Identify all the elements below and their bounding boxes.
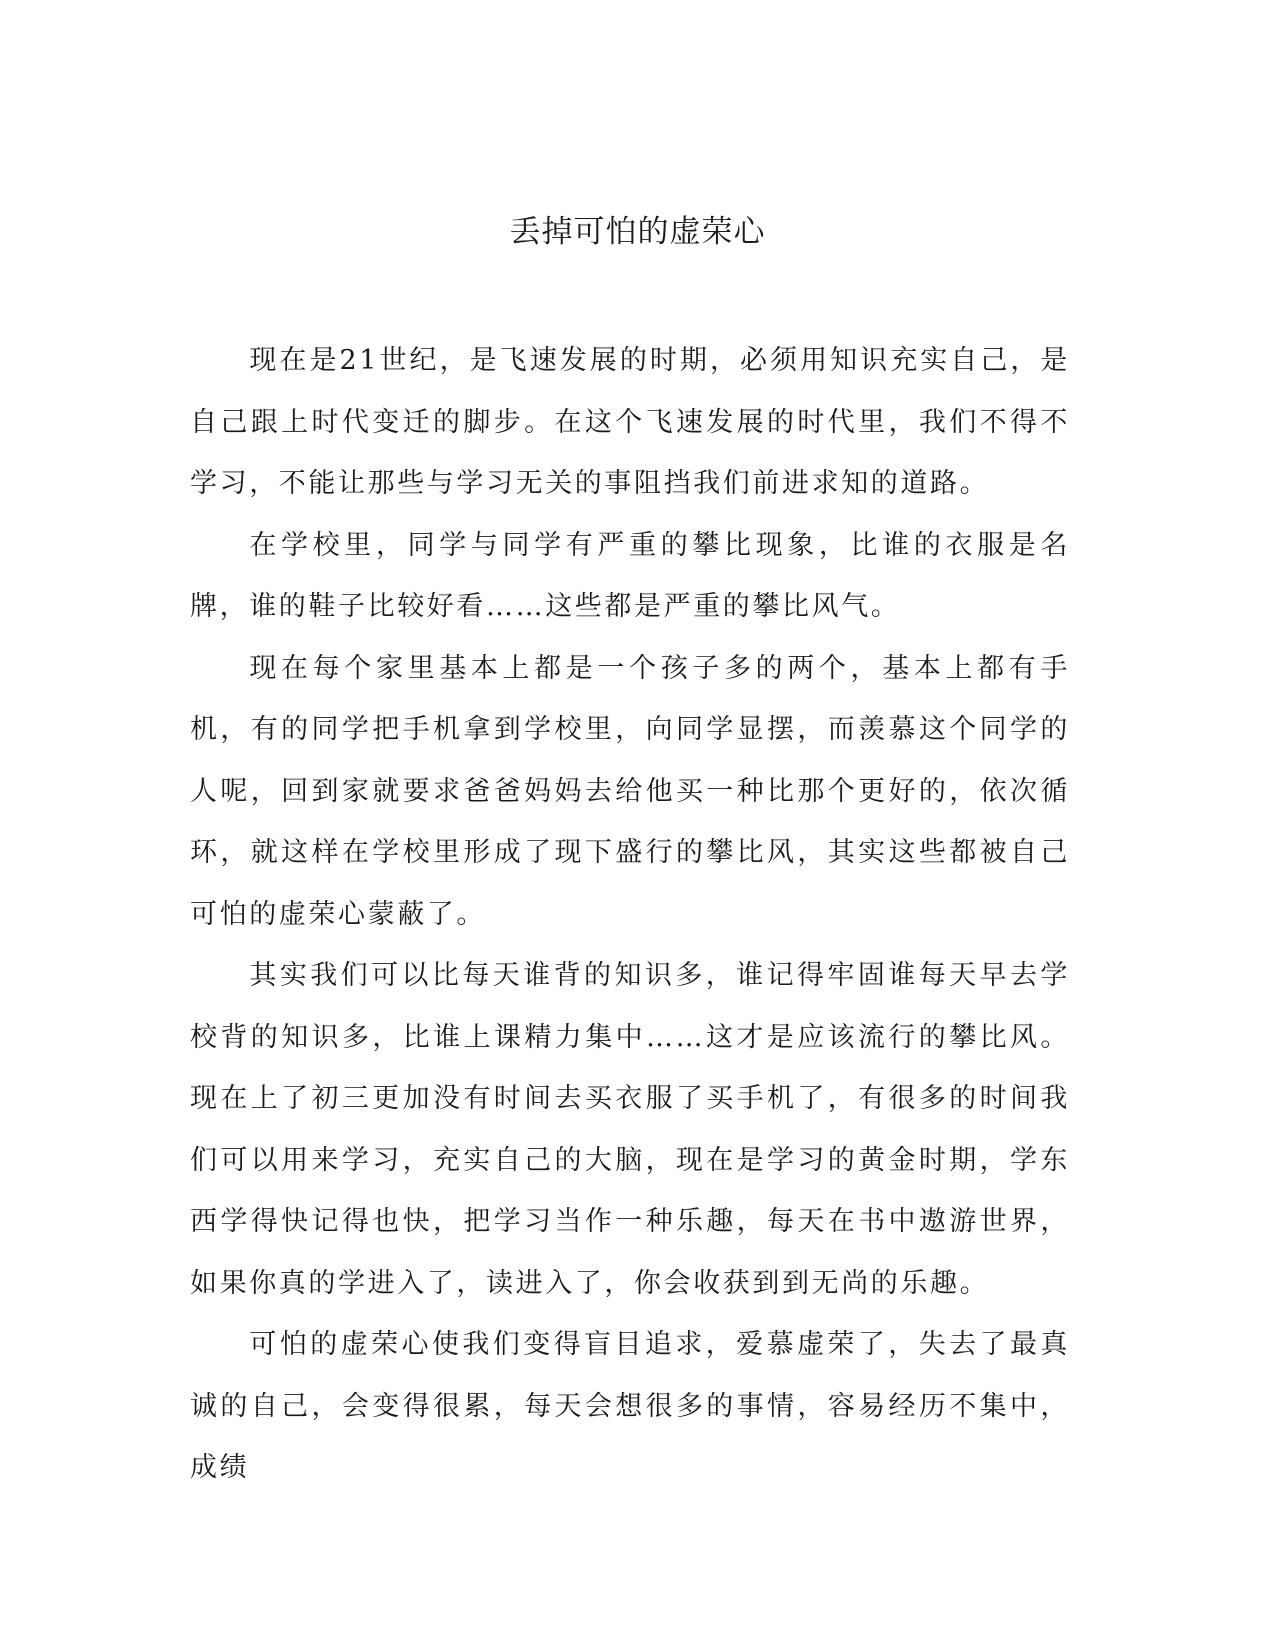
paragraph: 在学校里，同学与同学有严重的攀比现象，比谁的衣服是名牌，谁的鞋子比较好看……这些都是严重的攀比风气。 xyxy=(190,529,1070,622)
paragraph: 现在是21世纪，是飞速发展的时期，必须用知识充实自己，是自己跟上时代变迁的脚步。在这个飞速发展的时代里，我们不得不学习，不能让那些与学习无关的事阻挡我们前进求知的道路。 xyxy=(190,345,1070,499)
paragraph: 现在每个家里基本上都是一个孩子多的两个，基本上都有手机，有的同学把手机拿到学校里，向同学显摆，而羡慕这个同学的人呢，回到家就要求爸爸妈妈去给他买一种比那个更好的，依次循环，就这样在学校里形成了现下盛行的攀比风，其实这些都被自己可怕的虚荣心蒙蔽了。 xyxy=(190,652,1070,930)
paragraph: 其实我们可以比每天谁背的知识多，谁记得牢固谁每天早去学校背的知识多，比谁上课精力集中……这才是应该流行的攀比风。现在上了初三更加没有时间去买衣服了买手机了，有很多的时间我们可以用来学习，充实自己的大脑，现在是学习的黄金时期，学东西学得快记得也快，把学习当作一种乐趣，每天在书中遨游世界，如果你真的学进入了，读进入了，你会收获到到无尚的乐趣。 xyxy=(190,960,1070,1299)
document-body xyxy=(190,330,1070,1499)
document-title: 丢掉可怕的虚荣心 xyxy=(509,214,766,250)
paragraph: 可怕的虚荣心使我们变得盲目追求，爱慕虚荣了，失去了最真诚的自己，会变得很累，每天会想很多的事情，容易经历不集中，成绩 xyxy=(190,1329,1070,1483)
